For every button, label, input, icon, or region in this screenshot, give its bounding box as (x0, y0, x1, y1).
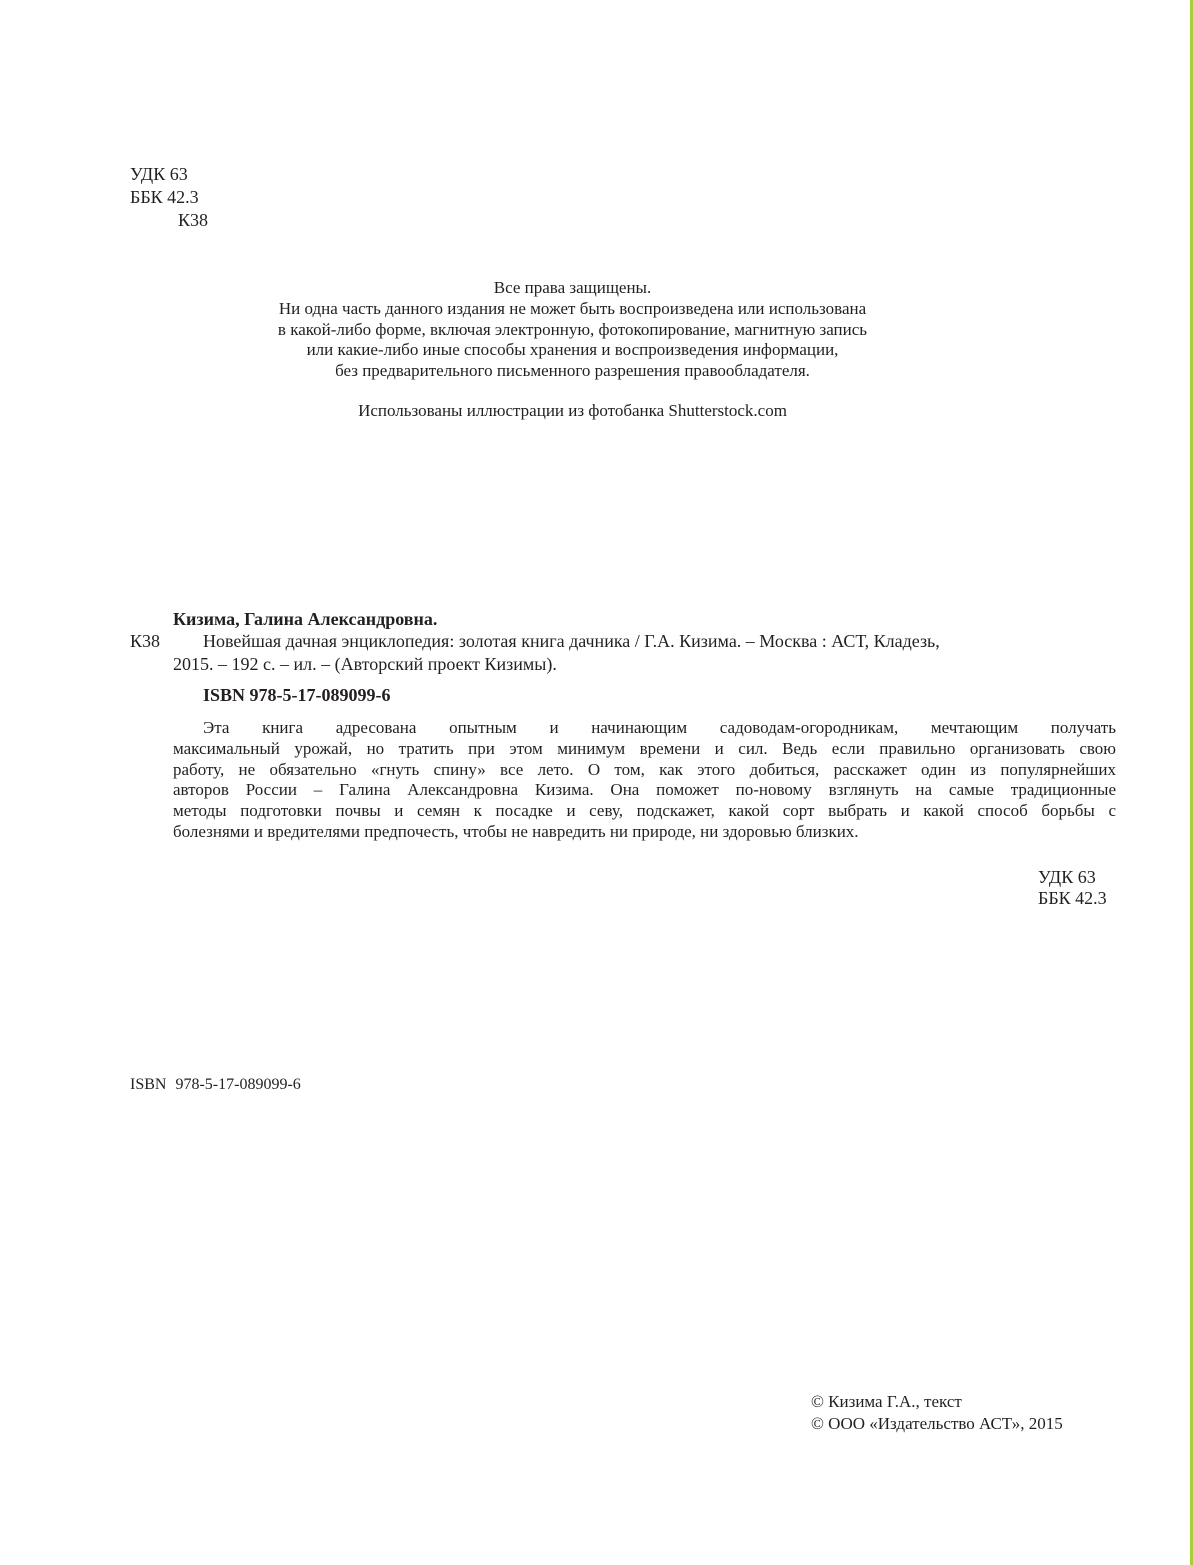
rights-line: Все права защищены. (493, 278, 652, 297)
udk-code-top: УДК 63 (130, 164, 188, 184)
author-mark: К38 (130, 631, 161, 651)
rights-line: или какие-либо иные способы хранения и воспроизведения информации, (306, 340, 839, 360)
bbk-code-top: ББК 42.3 (130, 187, 199, 207)
annotation-line: работу, не обязательно «гнуть спину» все лето. О том, как этого добиться, расскажет один из популярнейших (173, 759, 1116, 779)
author-heading: Кизима, Галина Александровна. (173, 609, 438, 629)
annotation-line: авторов России – Галина Александровна Кизима. Она поможет по-новому взглянуть на самые традиционные (173, 780, 1116, 800)
rights-line: без предварительного письменного разрешения правообладателя. (335, 361, 810, 381)
isbn-footer (130, 1075, 301, 1094)
annotation-line: методы подготовки почвы и семян к посадке и севу, подскажет, какой сорт выбрать и какой способ борьбы с (173, 801, 1116, 821)
isbn-number: 978-5-17-089099-6 (175, 1076, 301, 1093)
isbn-bold: ISBN 978-5-17-089099-6 (203, 685, 391, 705)
udk-code-bottom: УДК 63 (1038, 867, 1096, 887)
annotation (173, 718, 1116, 843)
bibliographic-description-line: Новейшая дачная энциклопедия: золотая книга дачника / Г.А. Кизима. – Москва : АСТ, Кладезь, (203, 631, 940, 651)
author-mark-top: К38 (178, 210, 209, 230)
isbn-label: ISBN (130, 1076, 167, 1093)
bibliographic-description-line: 2015. – 192 с. – ил. – (Авторский проект Кизимы). (173, 654, 557, 674)
rights-line: Ни одна часть данного издания не может быть воспроизведена или использована (278, 298, 867, 318)
annotation-line: максимальный урожай, но тратить при этом минимум времени и сил. Ведь если правильно организовать свою (173, 738, 1116, 758)
annotation-line: болезнями и вредителями предпочесть, чтобы не навредить ни природе, ни здоровью близких. (173, 821, 859, 841)
illustrations-credit: Использованы иллюстрации из фотобанка Shutterstock.com (358, 401, 787, 420)
copyright-publisher: © ООО «Издательство АСТ», 2015 (811, 1414, 1063, 1433)
annotation-line: Эта книга адресована опытным и начинающим садоводам-огородникам, мечтающим получать (203, 718, 1116, 737)
copyright-author: © Кизима Г.А., текст (811, 1392, 962, 1411)
rights-notice (200, 278, 945, 382)
bbk-code-bottom: ББК 42.3 (1038, 888, 1107, 908)
rights-line: в какой-либо форме, включая электронную, фотокопирование, магнитную запись (277, 319, 868, 339)
